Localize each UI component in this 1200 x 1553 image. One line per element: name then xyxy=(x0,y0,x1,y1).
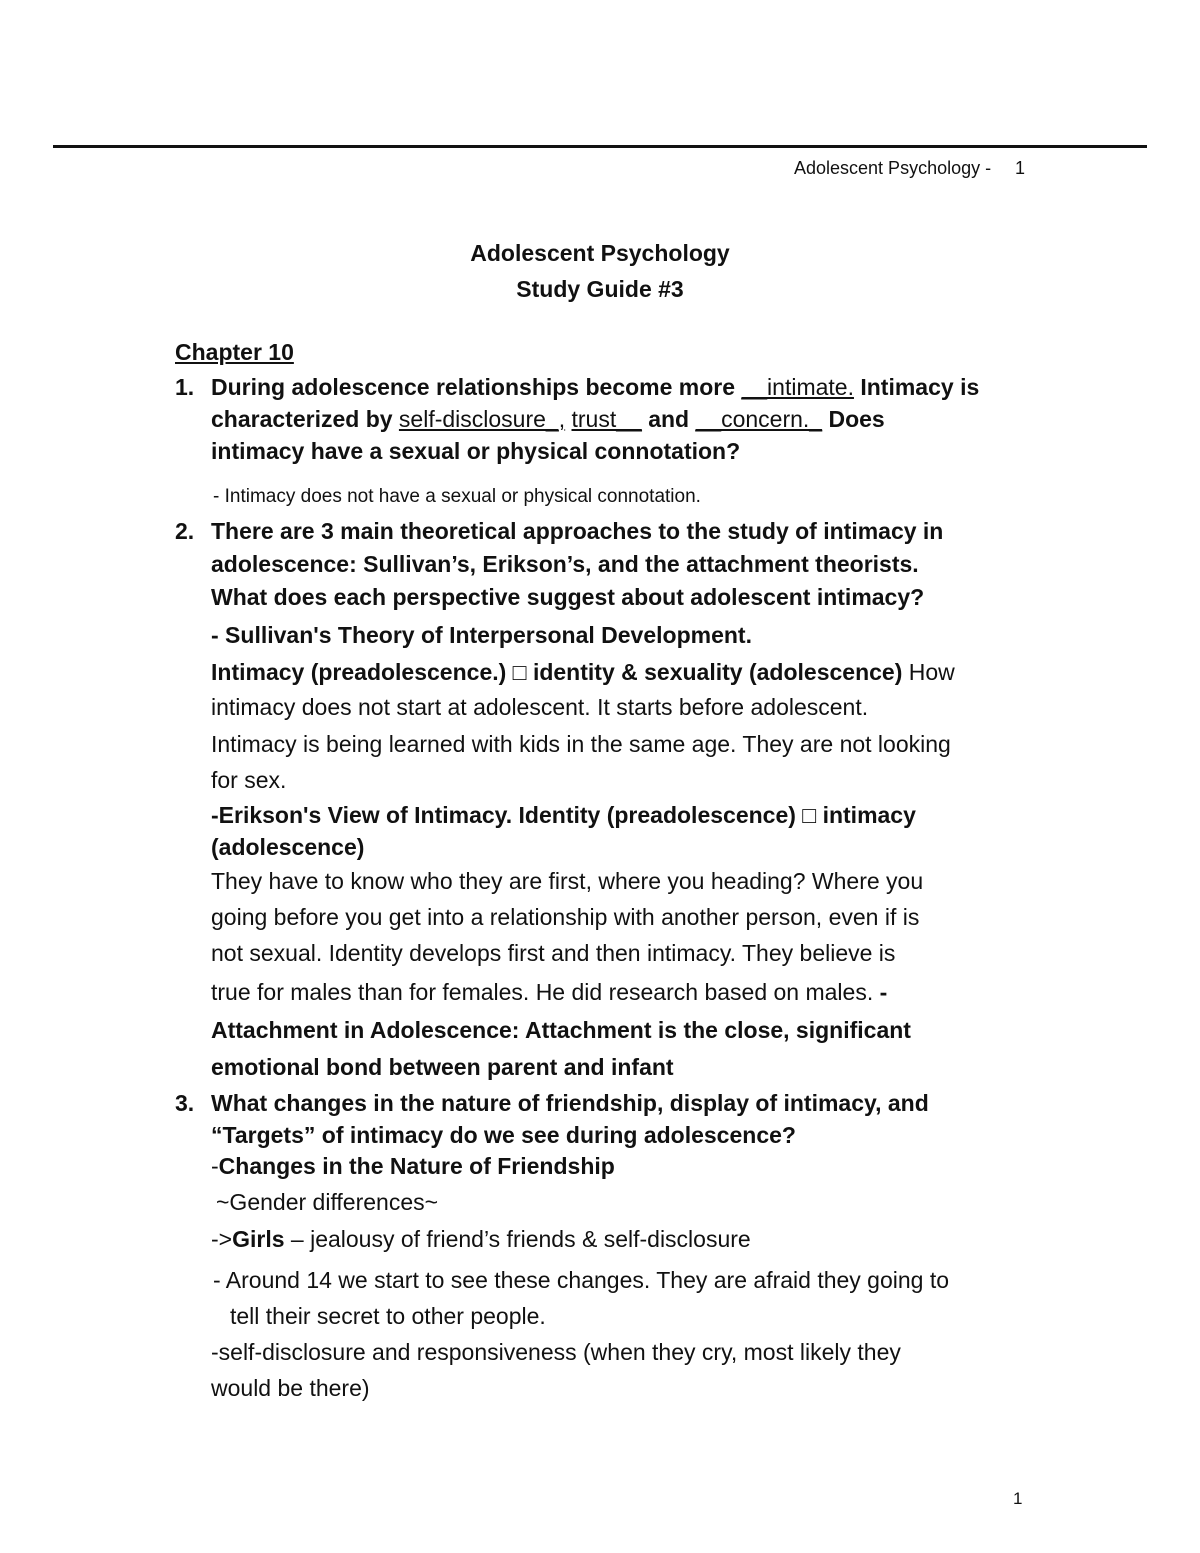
blank-self-disclosure: self-disclosure_, xyxy=(398,406,566,432)
q2-line2: adolescence: Sullivan’s, Erikson’s, and the attachment theorists. xyxy=(211,551,919,577)
blank-intimate: __intimate. xyxy=(741,374,854,400)
self-disclosure-line2: would be there) xyxy=(211,1375,370,1401)
sullivan-line3: Intimacy is being learned with kids in the same age. They are not looking xyxy=(211,731,951,757)
q1-line3: intimacy have a sexual or physical connotation? xyxy=(211,438,741,464)
document-title: Adolescent Psychology xyxy=(470,240,730,266)
around-14-line1: - Around 14 we start to see these changes. They are afraid they going to xyxy=(213,1267,950,1293)
self-disclosure-line1: -self-disclosure and responsiveness (when they cry, most likely they xyxy=(211,1339,901,1365)
erikson-line3: not sexual. Identity develops first and then intimacy. They believe is xyxy=(211,940,896,966)
erikson-heading: -Erikson's View of Intimacy. Identity (preadolescence) □ intimacy xyxy=(211,802,916,828)
girls-line: ->Girls – jealousy of friend’s friends & self-disclosure xyxy=(211,1226,751,1252)
header-page-number: 1 xyxy=(1015,158,1026,178)
sullivan-line1: Intimacy (preadolescence.) □ identity & sexuality (adolescence) How xyxy=(211,659,955,685)
sullivan-heading: - Sullivan's Theory of Interpersonal Development. xyxy=(211,622,752,648)
q2-line3: What does each perspective suggest about adolescent intimacy? xyxy=(211,584,925,610)
erikson-line2: going before you get into a relationship with another person, even if is xyxy=(211,904,920,930)
q3-line2: “Targets” of intimacy do we see during adolescence? xyxy=(211,1122,796,1148)
attachment-line1: Attachment in Adolescence: Attachment is the close, significant xyxy=(211,1017,911,1043)
around-14-line2: tell their secret to other people. xyxy=(230,1303,546,1329)
blank-concern: __concern._ xyxy=(695,406,823,432)
q1-number: 1. xyxy=(175,374,195,400)
q1-answer: - Intimacy does not have a sexual or physical connotation. xyxy=(213,486,701,507)
header-rule xyxy=(53,145,1147,148)
running-header: Adolescent Psychology - xyxy=(794,158,992,178)
q1-line2: characterized by self-disclosure_, trust__ and __concern._ Does xyxy=(211,406,885,432)
document-subtitle: Study Guide #3 xyxy=(516,276,684,302)
footer-page-number: 1 xyxy=(1013,1489,1023,1508)
friendship-heading: -Changes in the Nature of Friendship xyxy=(211,1153,615,1179)
erikson-line1: They have to know who they are first, where you heading? Where you xyxy=(211,868,924,894)
erikson-heading-2: (adolescence) xyxy=(211,834,365,860)
q2-line1: There are 3 main theoretical approaches to the study of intimacy in xyxy=(211,518,944,544)
erikson-line4: true for males than for females. He did research based on males. - xyxy=(211,979,888,1005)
q1-line1: During adolescence relationships become more __intimate. Intimacy is xyxy=(211,374,980,400)
q3-number: 3. xyxy=(175,1090,195,1116)
sullivan-line2: intimacy does not start at adolescent. It starts before adolescent. xyxy=(211,694,869,720)
q3-line1: What changes in the nature of friendship, display of intimacy, and xyxy=(211,1090,929,1116)
gender-differences: ~Gender differences~ xyxy=(216,1189,439,1215)
sullivan-line4: for sex. xyxy=(211,767,287,793)
q2-number: 2. xyxy=(175,518,195,544)
chapter-heading: Chapter 10 xyxy=(175,339,294,365)
attachment-line2: emotional bond between parent and infant xyxy=(211,1054,674,1080)
blank-trust: trust__ xyxy=(571,406,642,432)
